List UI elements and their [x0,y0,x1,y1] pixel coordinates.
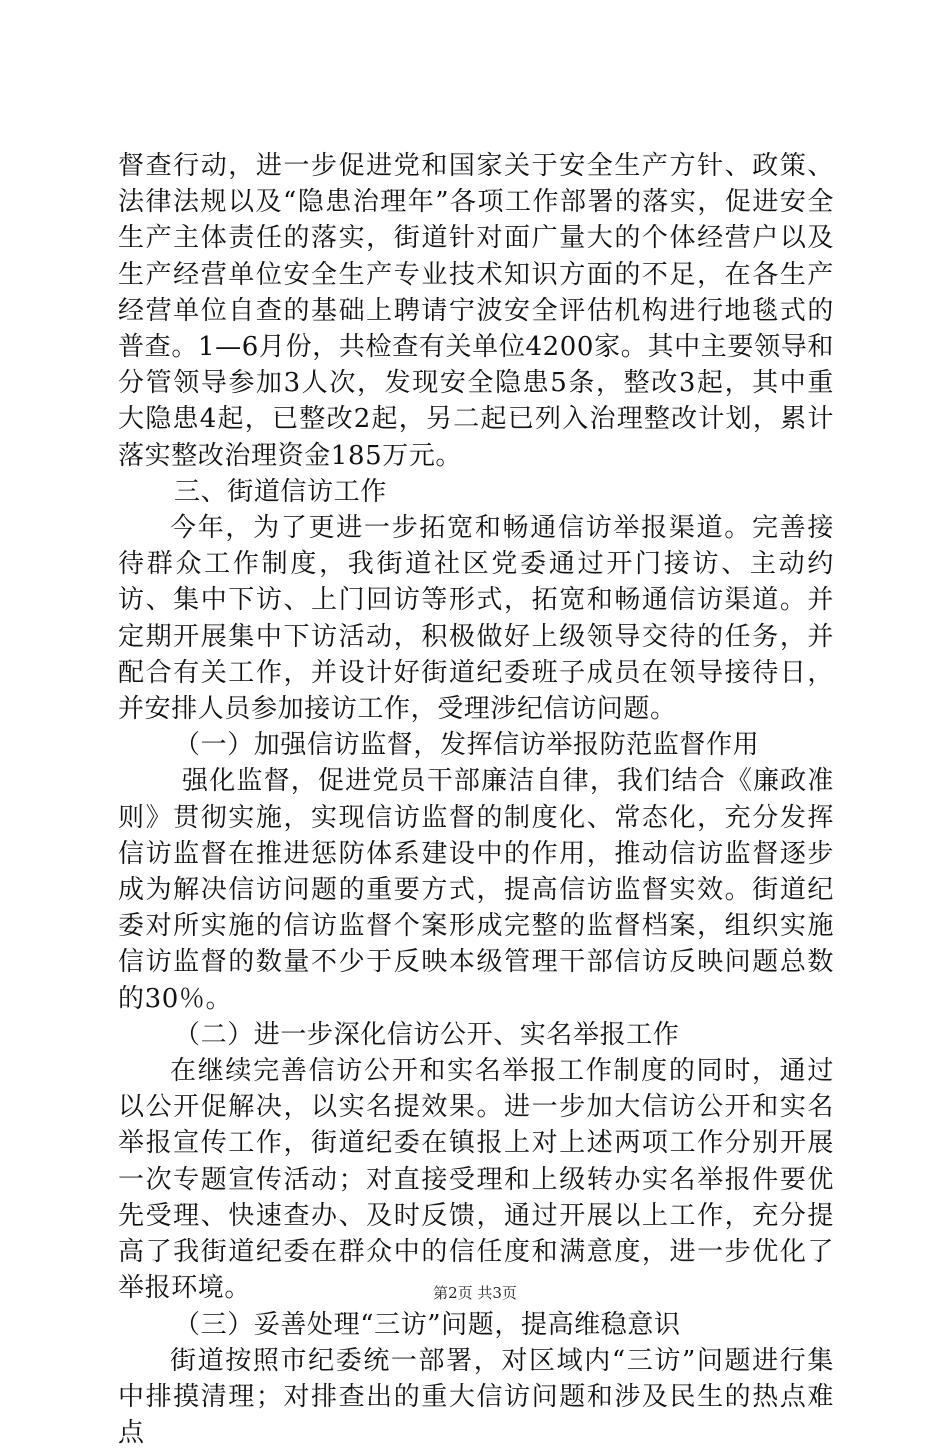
section-heading-petition-work: 三、街道信访工作 [174,476,387,507]
paragraph-public-reporting: 在继续完善信访公开和实名举报工作制度的同时，通过以公开促解决，以实名提效果。进一步加大信访公开和实名举报宣传工作，街道纪委在镇报上对上述两项工作分别开展一次专题宣传活动；对直接受理和上级转办实名举报件要优先受理、快速查办、及时反馈，通过开展以上工作，充分提高了我街道纪委在群众中的信任度和满意度，进一步优化了举报环境。 [118,1056,834,1304]
page-footer: 第2页 共3页 [433,1284,517,1302]
document-body [118,148,834,1451]
paragraph-petition-intro: 今年，为了更进一步拓宽和畅通信访举报渠道。完善接待群众工作制度，我街道社区党委通过开门接访、主动约访、集中下访、上门回访等形式，拓宽和畅通信访渠道。并定期开展集中下访活动，积极做好上级领导交待的任务，并配合有关工作，并设计好街道纪委班子成员在领导接待日，并安排人员参加接访工作，受理涉纪信访问题。 [118,513,834,725]
subheading-three-visits: （三）妥善处理“三访”问题，提高维稳意识 [174,1309,681,1340]
paragraph-supervision: 强化监督，促进党员干部廉洁自律，我们结合《廉政准则》贯彻实施，实现信访监督的制度化、常态化，充分发挥信访监督在推进惩防体系建设中的作用，推动信访监督逐步成为解决信访问题的重要方式，提高信访监督实效。街道纪委对所实施的信访监督个案形成完整的监督档案，组织实施信访监督的数量不少于反映本级管理干部信访反映问题总数的30％。 [118,766,834,1014]
subheading-petition-supervision: （一）加强信访监督，发挥信访举报防范监督作用 [174,730,760,761]
subheading-public-reporting: （二）进一步深化信访公开、实名举报工作 [174,1019,680,1050]
paragraph-three-visits: 街道按照市纪委统一部署，对区域内“三访”问题进行集中排摸清理；对排查出的重大信访问题和涉及民生的热点难点 [118,1345,834,1449]
paragraph-safety-inspection: 督查行动，进一步促进党和国家关于安全生产方针、政策、法律法规以及“隐患治理年”各项工作部署的落实，促进安全生产主体责任的落实，街道针对面广量大的个体经营户以及生产经营单位安全生产专业技术知识方面的不足，在各生产经营单位自查的基础上聘请宁波安全评估机构进行地毯式的普查。1—6月份，共检查有关单位4200家。其中主要领导和分管领导参加3人次，发现安全隐患5条，整改3起，其中重大隐患4起，已整改2起，另二起已列入治理整改计划，累计落实整改治理资金185万元。 [118,151,834,471]
